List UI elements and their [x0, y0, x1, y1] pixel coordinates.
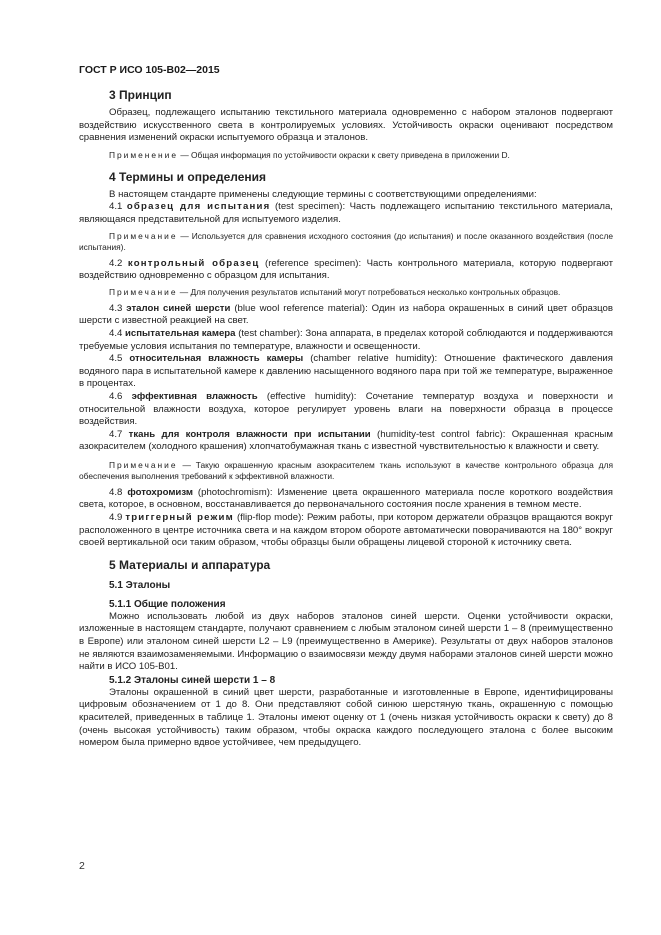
note-label: Примечание: [109, 459, 178, 470]
note-label: Примечание: [109, 230, 178, 241]
term-number: 4.7: [109, 428, 129, 440]
section-5-1-1-title: 5.1.1 Общие положения: [109, 598, 226, 610]
note-4-7: [79, 460, 613, 482]
term-name: испытательная камера: [125, 327, 236, 339]
term-4-2: [79, 258, 613, 283]
term-name: эффективная влажность: [131, 390, 258, 402]
note-label: Примечание: [109, 286, 178, 297]
term-name: эталон синей шерсти: [126, 302, 231, 314]
note-text: — Используется для сравнения исходного состояния (до испытания) и после оказанного воздействия (после испытания).: [79, 230, 613, 252]
term-definition: (reference specimen): Часть контрольного материала, которую подвергают воздействию одновременно с образцом для испытания.: [79, 257, 613, 282]
standard-header: ГОСТ Р ИСО 105-В02—2015: [79, 64, 220, 76]
section-5-title: 5 Материалы и аппаратура: [109, 557, 271, 572]
term-definition: (photochromism): Изменение цвета окрашенного материала после короткого воздействия света, которое, в основном, восстанавливается до первоначального состояния после хранения в темном месте.: [79, 486, 613, 511]
section-5-1-title: 5.1 Эталоны: [109, 579, 171, 591]
note-4-1: [79, 231, 613, 253]
term-4-5: [79, 353, 613, 391]
term-name: относительная влажность камеры: [129, 353, 304, 365]
term-definition: (flip-flop mode): Режим работы, при котором держатели образцов вращаются вокруг расположенного в центре источника света и на каждом втором обороте автоматически поворачиваются на 180° вокруг своей вертикальной оси таким образом, чтобы образцы были обращены лицевой стороной к источнику света.: [79, 512, 613, 549]
note-4-2: [79, 287, 613, 298]
section-3-paragraph: Образец, подлежащего испытанию текстильного материала одновременно с набором эталонов подвергают воздействию искусственного света в контролируемых условиях. Устойчивость окраски оценивают посредством сравнения изменений окраски испытуемого образца и эталонов.: [79, 107, 613, 144]
term-4-3: [79, 303, 613, 328]
term-number: 4.8: [109, 486, 128, 498]
term-number: 4.4: [109, 327, 126, 339]
term-definition: (chamber relative humidity): Отношение фактического давления водяного пара в испытательной камере к давлению насыщенного водяного пара при той же температуре, выраженное в процентах.: [79, 353, 613, 390]
section-3-title: 3 Принцип: [109, 88, 172, 102]
note-label: Применение: [109, 149, 179, 160]
note-text: — Для получения результатов испытаний могут потребоваться несколько контрольных образцов.: [177, 286, 561, 297]
section-4-intro: В настоящем стандарте применены следующие термины с соответствующими определениями:: [109, 188, 537, 200]
term-4-6: [79, 391, 613, 429]
term-definition: (humidity-test control fabric): Окрашенная красным азокрасителем (холодного крашения) хлопчатобумажная ткань с известной чувствительностью к влажности и свету.: [79, 428, 613, 453]
term-name: триггерный режим: [125, 512, 234, 524]
section-3-note: [79, 150, 613, 161]
term-name: ткань для контроля влажности при испытании: [128, 428, 371, 440]
term-definition: (test specimen): Часть подлежащего испытанию текстильного материала, являющаяся представительной для испытуемого изделия.: [79, 201, 613, 225]
note-text: — Такую окрашенную красным азокрасителем ткань используют в качестве контрольного образца для обеспечения выполнения требований к эффективной влажности.: [79, 459, 613, 481]
section-5-1-2-paragraph: Эталоны окрашенной в синий цвет шерсти, разработанные и изготовленные в Европе, идентифицированы цифровым обозначением от 1 до 8. Они представляют собой синюю шерстяную ткань, окрашенную с помощью красителей, приведенных в таблице 1. Эталоны имеют оценку от 1 (очень низкая устойчивость окраски к свету) до 8 (очень высокая устойчивость) таким образом, чтобы окраска каждого последующего эталона с более высоким номером была примерно вдвое устойчивее, чем предыдущего.: [79, 686, 613, 749]
section-5-1-1-paragraph: Можно использовать любой из двух наборов эталонов синей шерсти. Оценки устойчивости окраски, изложенные в настоящем стандарте, получают сравнением с любым эталоном синей шерсти 1 – 8 (преимущественно в Европе) или эталоном синей шерсти L2 – L9 (преимущественно в Америке). Результаты от двух наборов эталонов не являются взаимозаменяемыми. Информацию о взаимосвязи между двумя наборами эталонов синей шерсти можно найти в ИСО 105-В01.: [79, 610, 613, 673]
term-name: контрольный образец: [127, 257, 260, 269]
section-5-1-2-title: 5.1.2 Эталоны синей шерсти 1 – 8: [109, 674, 276, 686]
term-number: 4.5: [109, 353, 130, 365]
term-definition: (test chamber): Зона аппарата, в пределах которой соблюдаются и поддерживаются требуемые условия испытания по температуре, влажности и освещенности.: [79, 327, 613, 352]
term-name: фотохромизм: [127, 486, 193, 498]
term-4-9: [79, 512, 613, 550]
term-definition: (effective humidity): Сочетание температур воздуха и поверхности и относительной влажности воздуха, которое регулирует уровень влаги на поверхности образца в процессе воздействия.: [79, 390, 613, 428]
term-number: 4.9: [109, 512, 126, 524]
term-4-1: [79, 201, 613, 226]
term-4-8: [79, 487, 613, 512]
term-number: 4.3: [109, 302, 127, 314]
term-number: 4.1: [109, 201, 127, 213]
note-text: — Общая информация по устойчивости окраски к свету приведена в приложении D.: [178, 149, 510, 160]
term-number: 4.2: [109, 257, 128, 269]
page-content: [79, 88, 613, 750]
term-definition: (blue wool reference material): Один из набора окрашенных в синий цвет образцов шерсти с известной реакцией на свет.: [79, 302, 613, 327]
term-4-7: [79, 429, 613, 454]
term-number: 4.6: [109, 390, 132, 402]
term-4-4: [79, 328, 613, 353]
section-4-title: 4 Термины и определения: [109, 169, 267, 184]
term-name: образец для испытания: [126, 201, 271, 213]
page-number: 2: [79, 860, 85, 872]
